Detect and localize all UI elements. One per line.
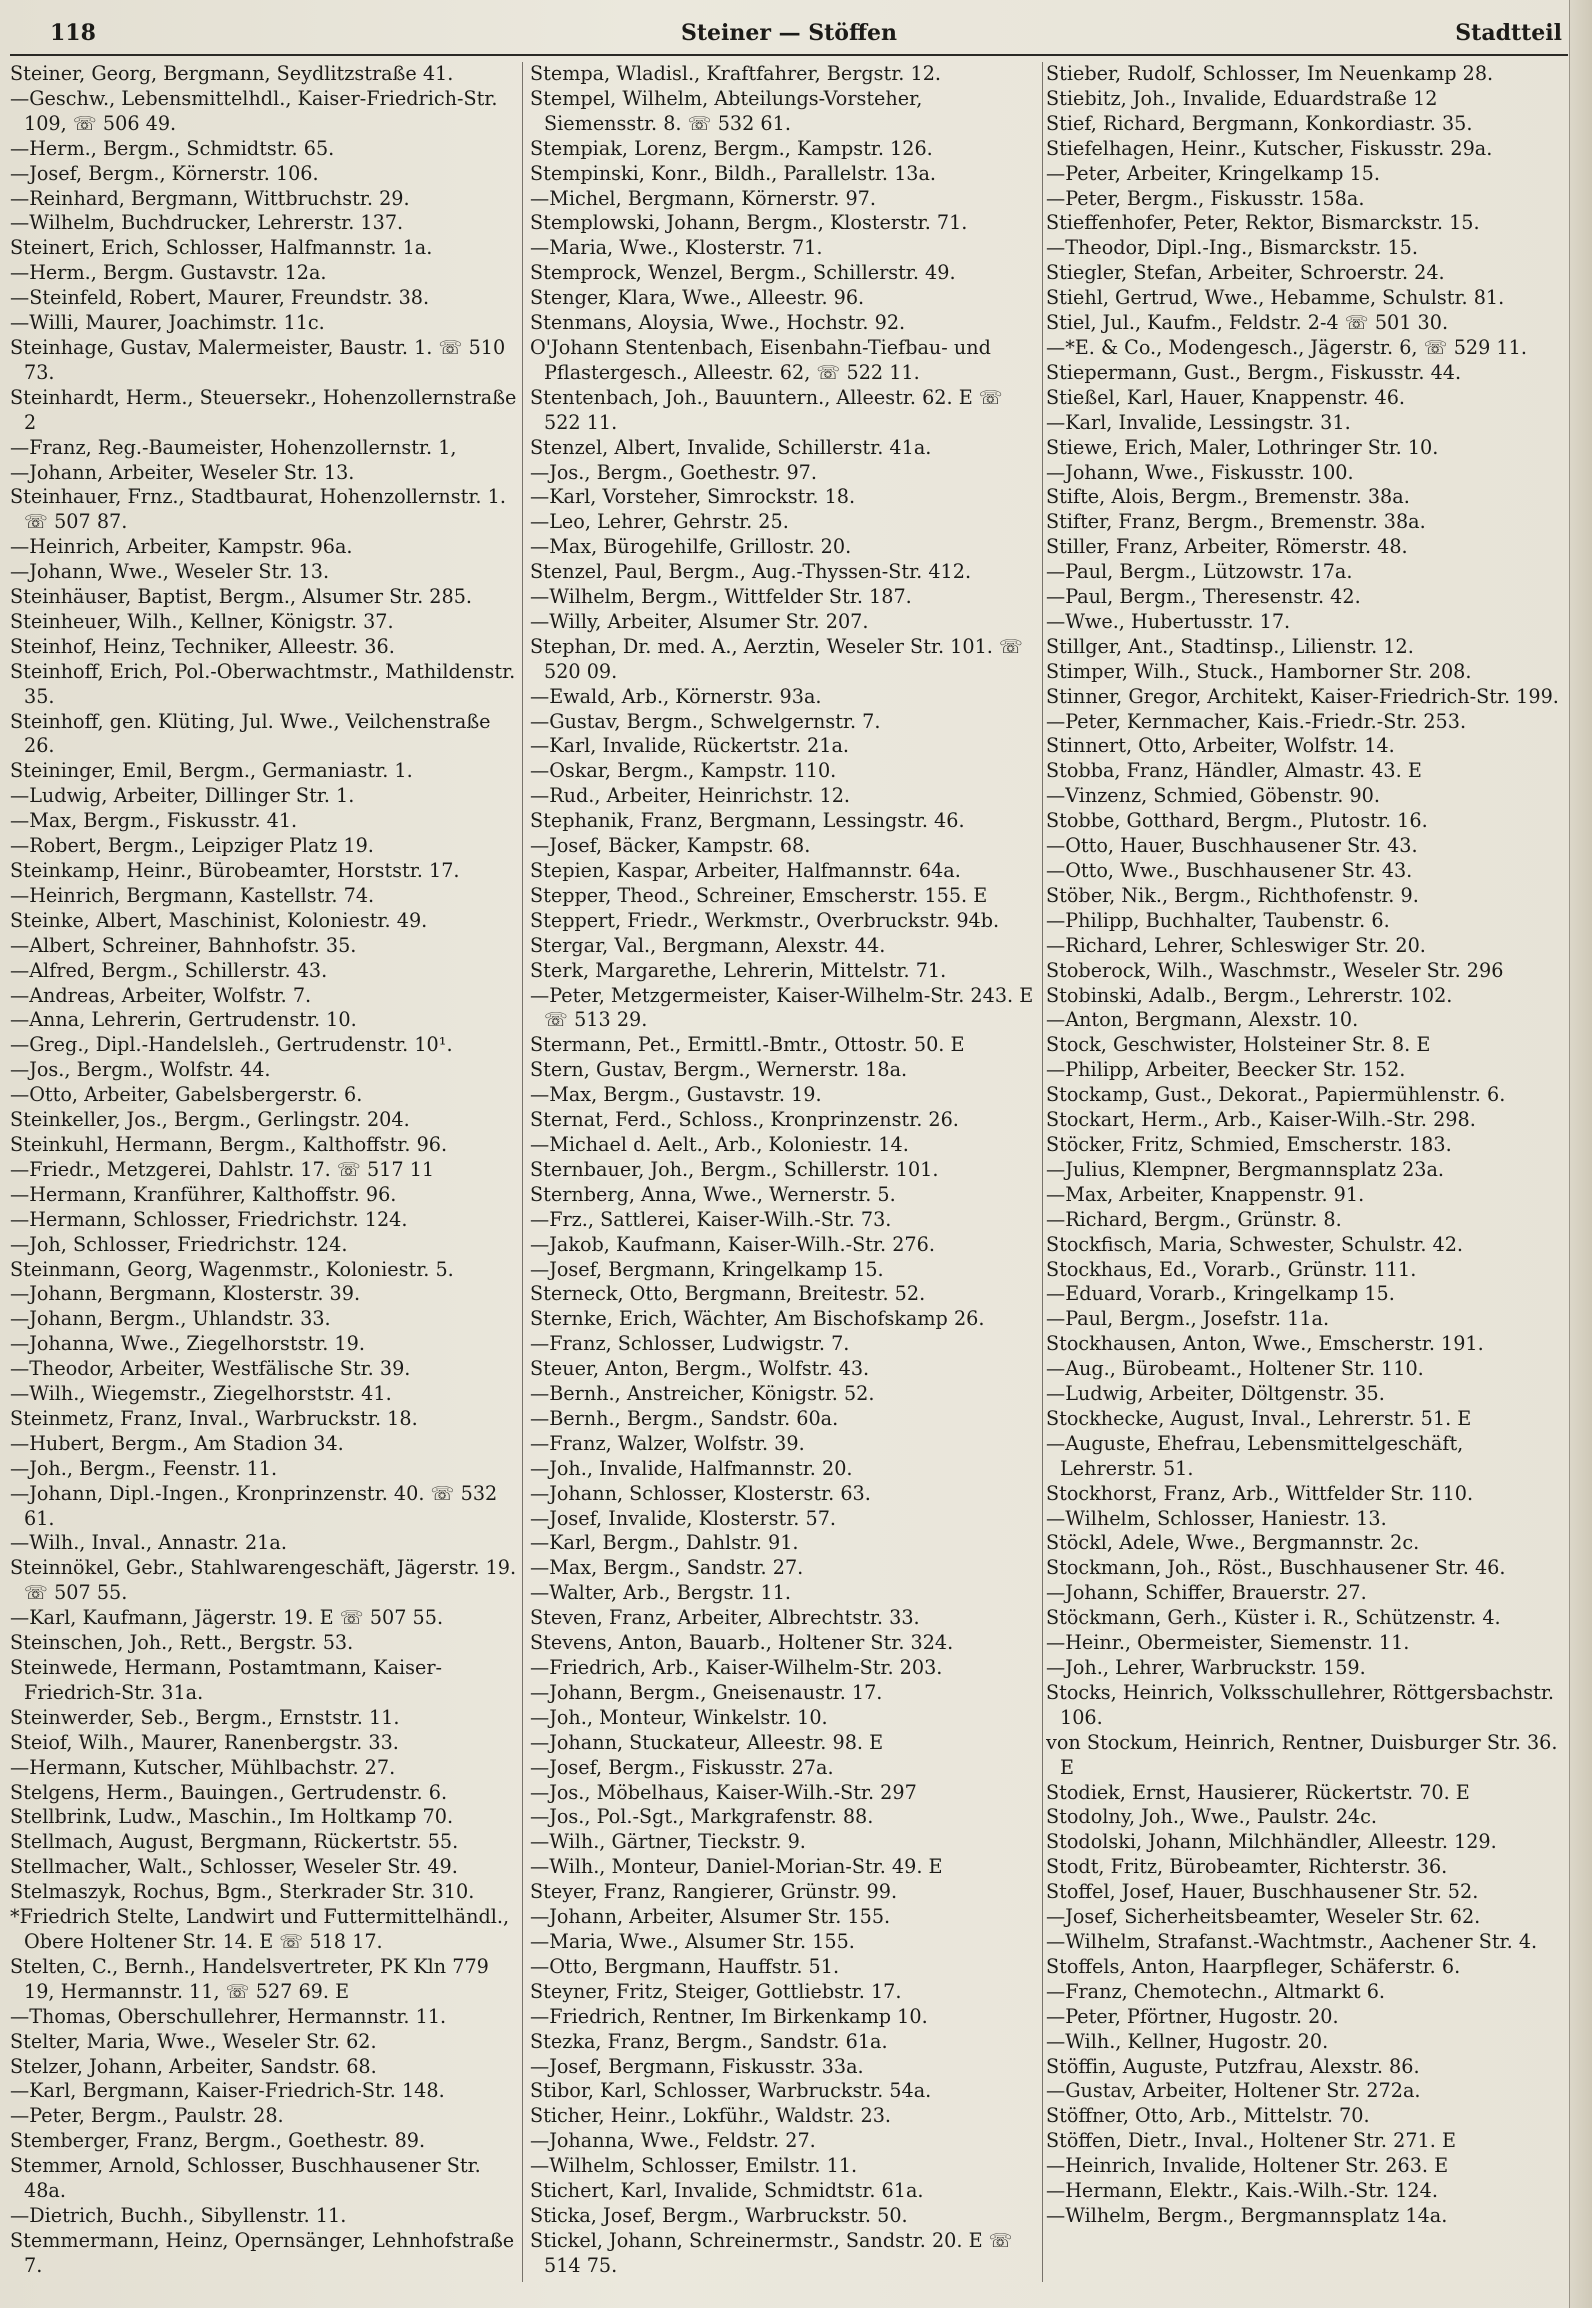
directory-entry: —Wilhelm, Strafanst.-Wachtmstr., Aachener Str. 4. xyxy=(1046,1929,1538,1953)
directory-entry: Stodt, Fritz, Bürobeamter, Richterstr. 36. xyxy=(1046,1855,1448,1879)
directory-entry: —Josef, Bergm., Körnerstr. 106. xyxy=(10,161,319,185)
directory-entry: Stenzel, Paul, Bergm., Aug.-Thyssen-Str. 412. xyxy=(530,560,972,584)
directory-entry: —Jos., Möbelhaus, Kaiser-Wilh.-Str. 297 xyxy=(530,1780,917,1804)
directory-entry: —Johann, Schlosser, Klosterstr. 63. xyxy=(530,1481,871,1505)
directory-entry: Steinhoff, Erich, Pol.-Oberwachtmstr., Mathildenstr. 35. xyxy=(10,659,516,708)
directory-entry: Steinkamp, Heinr., Bürobeamter, Horststr. 17. xyxy=(10,859,460,882)
directory-entry: —Hermann, Kranführer, Kalthoffstr. 96. xyxy=(10,1182,397,1206)
directory-entry: Stern, Gustav, Bergm., Wernerstr. 18a. xyxy=(530,1058,908,1082)
directory-entry: —Bernh., Anstreicher, Königstr. 52. xyxy=(530,1382,875,1406)
directory-entry: Steinmann, Georg, Wagenmstr., Koloniestr. 5. xyxy=(10,1257,454,1281)
directory-entry: —Andreas, Arbeiter, Wolfstr. 7. xyxy=(10,983,312,1007)
directory-entry: —Otto, Hauer, Buschhausener Str. 43. xyxy=(1046,834,1418,858)
directory-entry: —Josef, Bergmann, Fiskusstr. 33a. xyxy=(530,2054,864,2078)
directory-entry: —Julius, Klempner, Bergmannsplatz 23a. xyxy=(1046,1157,1445,1181)
directory-entry: —Vinzenz, Schmied, Göbenstr. 90. xyxy=(1046,784,1380,808)
column-divider xyxy=(522,62,523,2282)
directory-entry: —Max, Bergm., Gustavstr. 19. xyxy=(530,1083,822,1107)
directory-entry: Sternbauer, Joh., Bergm., Schillerstr. 101. xyxy=(530,1157,939,1181)
directory-entry: —Thomas, Oberschullehrer, Hermannstr. 11. xyxy=(10,2004,447,2028)
directory-entry: Stöffen, Dietr., Inval., Holtener Str. 271. E xyxy=(1046,2129,1456,2153)
directory-entry: —Jos., Pol.-Sgt., Markgrafenstr. 88. xyxy=(530,1805,874,1829)
directory-entry: —Philipp, Arbeiter, Beecker Str. 152. xyxy=(1046,1058,1406,1082)
directory-entry: Steinmetz, Franz, Inval., Warbruckstr. 18. xyxy=(10,1406,418,1430)
directory-entry: Steiner, Georg, Bergmann, Seydlitzstraße 41. xyxy=(10,62,454,85)
directory-entry: Stiehl, Gertrud, Wwe., Hebamme, Schulstr. 81. xyxy=(1046,286,1505,310)
directory-entry: —Johann, Arbeiter, Alsumer Str. 155. xyxy=(530,1905,891,1929)
directory-entry: Stieber, Rudolf, Schlosser, Im Neuenkamp 28. xyxy=(1046,62,1494,85)
directory-entry: Stodiek, Ernst, Hausierer, Rückertstr. 70. E xyxy=(1046,1780,1470,1804)
directory-entry: —Wilh., Monteur, Daniel-Morian-Str. 49. E xyxy=(530,1855,943,1879)
directory-entry: —Josef, Bergm., Fiskusstr. 27a. xyxy=(530,1755,834,1779)
directory-entry: —Peter, Pförtner, Hugostr. 20. xyxy=(1046,2004,1339,2028)
directory-entry: Stillger, Ant., Stadtinsp., Lilienstr. 12. xyxy=(1046,634,1414,658)
directory-entry: —Wilhelm, Buchdrucker, Lehrerstr. 137. xyxy=(10,211,404,235)
directory-entry: —Walter, Arb., Bergstr. 11. xyxy=(530,1581,791,1605)
directory-entry: —Michel, Bergmann, Körnerstr. 97. xyxy=(530,186,876,210)
directory-entry: Steinhauer, Frnz., Stadtbaurat, Hohenzollernstr. 1. ☏ 507 87. xyxy=(10,485,506,534)
directory-entry: Stemmer, Arnold, Schlosser, Buschhausener Str. 48a. xyxy=(10,2154,481,2203)
directory-entry: Steyer, Franz, Rangierer, Grünstr. 99. xyxy=(530,1880,898,1904)
directory-entry: Stöcker, Fritz, Schmied, Emscherstr. 183. xyxy=(1046,1132,1452,1156)
directory-entry: Stimper, Wilh., Stuck., Hamborner Str. 208. xyxy=(1046,659,1472,683)
directory-entry: —Heinrich, Arbeiter, Kampstr. 96a. xyxy=(10,535,353,559)
directory-column-3 xyxy=(1046,62,1564,2282)
directory-entry: O'Johann Stentenbach, Eisenbahn-Tiefbau- und Pflastergesch., Alleestr. 62, ☏ 522 11. xyxy=(530,335,991,384)
directory-entry: —Ewald, Arb., Körnerstr. 93a. xyxy=(530,684,822,708)
directory-column-1 xyxy=(10,62,518,2282)
directory-entry: —Theodor, Dipl.-Ing., Bismarckstr. 15. xyxy=(1046,236,1418,260)
directory-entry: Stinnert, Otto, Arbeiter, Wolfstr. 14. xyxy=(1046,734,1395,758)
directory-entry: —Hubert, Bergm., Am Stadion 34. xyxy=(10,1431,344,1455)
directory-entry: —Eduard, Vorarb., Kringelkamp 15. xyxy=(1046,1282,1395,1306)
directory-entry: Stenmans, Aloysia, Wwe., Hochstr. 92. xyxy=(530,311,906,335)
directory-entry: Stöffin, Auguste, Putzfrau, Alexstr. 86. xyxy=(1046,2054,1420,2078)
directory-entry: —Philipp, Buchhalter, Taubenstr. 6. xyxy=(1046,908,1390,932)
page-header xyxy=(10,14,1568,56)
directory-entry: Stepper, Theod., Schreiner, Emscherstr. 155. E xyxy=(530,883,988,907)
page-number: 118 xyxy=(50,20,96,46)
directory-entry: Stibor, Karl, Schlosser, Warbruckstr. 54a. xyxy=(530,2079,932,2103)
directory-entry: Stermann, Pet., Ermittl.-Bmtr., Ottostr. 50. E xyxy=(530,1033,965,1057)
directory-entry: Stenger, Klara, Wwe., Alleestr. 96. xyxy=(530,286,865,310)
directory-entry: Steven, Franz, Arbeiter, Albrechtstr. 33. xyxy=(530,1606,920,1630)
directory-entry: Steinnökel, Gebr., Stahlwarengeschäft, Jägerstr. 19. ☏ 507 55. xyxy=(10,1556,517,1605)
directory-entry: Steinhage, Gustav, Malermeister, Baustr. 1. ☏ 510 73. xyxy=(10,335,506,384)
directory-entry: Stellmach, August, Bergmann, Rückertstr. 55. xyxy=(10,1830,459,1854)
directory-entry: —Wilhelm, Bergm., Bergmannsplatz 14a. xyxy=(1046,2203,1448,2227)
directory-entry: —Otto, Wwe., Buschhausener Str. 43. xyxy=(1046,859,1413,882)
directory-entry: —Paul, Bergm., Lützowstr. 17a. xyxy=(1046,560,1353,584)
directory-entry: —Leo, Lehrer, Gehrstr. 25. xyxy=(530,510,789,534)
directory-entry: —Wilh., Gärtner, Tieckstr. 9. xyxy=(530,1830,806,1854)
section-label: Stadtteil xyxy=(1455,20,1562,46)
directory-entry: —Gustav, Bergm., Schwelgernstr. 7. xyxy=(530,709,881,733)
directory-entry: —Max, Bürogehilfe, Grillostr. 20. xyxy=(530,535,852,559)
directory-entry: —Otto, Bergmann, Hauffstr. 51. xyxy=(530,1954,840,1978)
directory-entry: Sterneck, Otto, Bergmann, Breitestr. 52. xyxy=(530,1282,926,1306)
directory-entry: Stoffel, Josef, Hauer, Buschhausener Str. 52. xyxy=(1046,1880,1479,1904)
directory-entry: Stergar, Val., Bergmann, Alexstr. 44. xyxy=(530,933,886,957)
directory-entry: Stezka, Franz, Bergm., Sandstr. 61a. xyxy=(530,2029,888,2053)
directory-entry: Stieffenhofer, Peter, Rektor, Bismarckstr. 15. xyxy=(1046,211,1480,235)
directory-entry: —Karl, Invalide, Lessingstr. 31. xyxy=(1046,410,1351,434)
directory-entry: Steinkeller, Jos., Bergm., Gerlingstr. 204. xyxy=(10,1108,410,1132)
directory-entry: Stiepermann, Gust., Bergm., Fiskusstr. 44. xyxy=(1046,360,1462,384)
directory-entry: Stiefelhagen, Heinr., Kutscher, Fiskusstr. 29a. xyxy=(1046,136,1493,160)
directory-entry: —Franz, Reg.-Baumeister, Hohenzollernstr. 1, xyxy=(10,435,457,459)
directory-entry: Steinke, Albert, Maschinist, Koloniestr. 49. xyxy=(10,908,428,932)
directory-entry: Stief, Richard, Bergmann, Konkordiastr. 35. xyxy=(1046,111,1473,135)
directory-entry: Stockhaus, Ed., Vorarb., Grünstr. 111. xyxy=(1046,1257,1417,1281)
directory-entry: Stoffels, Anton, Haarpfleger, Schäferstr. 6. xyxy=(1046,1954,1461,1978)
directory-entry: —Johanna, Wwe., Feldstr. 27. xyxy=(530,2129,816,2153)
directory-entry: Stifte, Alois, Bergm., Bremenstr. 38a. xyxy=(1046,485,1410,509)
directory-entry: Stockmann, Joh., Röst., Buschhausener Str. 46. xyxy=(1046,1556,1506,1580)
directory-entry: —Franz, Schlosser, Ludwigstr. 7. xyxy=(530,1332,850,1356)
directory-entry: —Karl, Invalide, Rückertstr. 21a. xyxy=(530,734,849,758)
directory-entry: Stockamp, Gust., Dekorat., Papiermühlenstr. 6. xyxy=(1046,1083,1506,1107)
directory-entry: Stiewe, Erich, Maler, Lothringer Str. 10. xyxy=(1046,435,1439,459)
directory-entry: —Herm., Bergm. Gustavstr. 12a. xyxy=(10,261,327,285)
directory-entry: —Anton, Bergmann, Alexstr. 10. xyxy=(1046,1008,1359,1032)
directory-entry: —Wilh., Wiegemstr., Ziegelhorststr. 41. xyxy=(10,1382,392,1406)
directory-entry: —Willy, Arbeiter, Alsumer Str. 207. xyxy=(530,609,869,633)
directory-entry: Stephan, Dr. med. A., Aerztin, Weseler Str. 101. ☏ 520 09. xyxy=(530,634,1023,683)
directory-entry: —Jakob, Kaufmann, Kaiser-Wilh.-Str. 276. xyxy=(530,1232,935,1256)
directory-entry: —Karl, Vorsteher, Simrockstr. 18. xyxy=(530,485,856,509)
directory-column-2 xyxy=(530,62,1040,2282)
directory-entry: —Heinrich, Invalide, Holtener Str. 263. E xyxy=(1046,2154,1449,2178)
directory-entry: —Friedrich, Rentner, Im Birkenkamp 10. xyxy=(530,2004,928,2028)
directory-entry: Stockfisch, Maria, Schwester, Schulstr. 42. xyxy=(1046,1232,1464,1256)
directory-entry: Steuer, Anton, Bergm., Wolfstr. 43. xyxy=(530,1357,870,1381)
directory-entry: Stoberock, Wilh., Waschmstr., Weseler Str. 296 xyxy=(1046,958,1504,982)
directory-entry: Sternat, Ferd., Schloss., Kronprinzenstr. 26. xyxy=(530,1108,959,1132)
directory-entry: —Alfred, Bergm., Schillerstr. 43. xyxy=(10,958,328,982)
directory-entry: —Rud., Arbeiter, Heinrichstr. 12. xyxy=(530,784,851,808)
directory-entry: —Wilhelm, Bergm., Wittfelder Str. 187. xyxy=(530,585,912,609)
directory-entry: Steinhardt, Herm., Steuersekr., Hohenzollernstraße 2 xyxy=(10,385,517,434)
directory-entry: Stock, Geschwister, Holsteiner Str. 8. E xyxy=(1046,1033,1431,1057)
directory-entry: Stockart, Herm., Arb., Kaiser-Wilh.-Str. 298. xyxy=(1046,1108,1476,1132)
directory-entry: Stöckmann, Gerh., Küster i. R., Schützenstr. 4. xyxy=(1046,1606,1501,1630)
directory-entry: —*E. & Co., Modengesch., Jägerstr. 6, ☏ 529 11. xyxy=(1046,335,1527,359)
directory-entry: Stifter, Franz, Bergm., Bremenstr. 38a. xyxy=(1046,510,1426,534)
directory-entry: Stöber, Nik., Bergm., Richthofenstr. 9. xyxy=(1046,883,1419,907)
directory-entry: —Theodor, Arbeiter, Westfälische Str. 39. xyxy=(10,1357,411,1381)
directory-entry: —Ludwig, Arbeiter, Dillinger Str. 1. xyxy=(10,784,355,808)
directory-entry: —Anna, Lehrerin, Gertrudenstr. 10. xyxy=(10,1008,357,1032)
directory-entry: —Wilhelm, Schlosser, Haniestr. 13. xyxy=(1046,1506,1387,1530)
directory-entry: —Hermann, Elektr., Kais.-Wilh.-Str. 124. xyxy=(1046,2179,1438,2203)
directory-entry: Steinkuhl, Hermann, Bergm., Kalthoffstr. 96. xyxy=(10,1132,448,1156)
directory-entry: —Albert, Schreiner, Bahnhofstr. 35. xyxy=(10,933,357,957)
directory-entry: Stelter, Maria, Wwe., Weseler Str. 62. xyxy=(10,2029,377,2053)
directory-entry: Steiof, Wilh., Maurer, Ranenbergstr. 33. xyxy=(10,1730,399,1754)
directory-entry: —Josef, Sicherheitsbeamter, Weseler Str. 62. xyxy=(1046,1905,1481,1929)
directory-entry: —Johann, Bergm., Uhlandstr. 33. xyxy=(10,1307,331,1331)
directory-entry: —Reinhard, Bergmann, Wittbruchstr. 29. xyxy=(10,186,410,210)
directory-entry: Sticher, Heinr., Lokführ., Waldstr. 23. xyxy=(530,2104,891,2128)
directory-entry: Stobbe, Gotthard, Bergm., Plutostr. 16. xyxy=(1046,809,1428,833)
directory-entry: —Auguste, Ehefrau, Lebensmittelgeschäft, Lehrerstr. 51. xyxy=(1046,1431,1464,1480)
directory-entry: —Heinrich, Bergmann, Kastellstr. 74. xyxy=(10,883,375,907)
directory-entry: —Johanna, Wwe., Ziegelhorststr. 19. xyxy=(10,1332,365,1356)
directory-entry: —Paul, Bergm., Josefstr. 11a. xyxy=(1046,1307,1330,1331)
directory-entry: Stemberger, Franz, Bergm., Goethestr. 89. xyxy=(10,2129,426,2153)
directory-entry: —Geschw., Lebensmittelhdl., Kaiser-Friedrich-Str. 109, ☏ 506 49. xyxy=(10,86,498,135)
directory-entry: Stiel, Jul., Kaufm., Feldstr. 2-4 ☏ 501 30. xyxy=(1046,311,1449,335)
directory-entry: —Josef, Invalide, Klosterstr. 57. xyxy=(530,1506,837,1530)
directory-entry: Stentenbach, Joh., Bauuntern., Alleestr. 62. E ☏ 522 11. xyxy=(530,385,1003,434)
directory-entry: Stöffner, Otto, Arb., Mittelstr. 70. xyxy=(1046,2104,1370,2128)
directory-entry: Stodolny, Joh., Wwe., Paulstr. 24c. xyxy=(1046,1805,1377,1829)
directory-entry: —Friedrich, Arb., Kaiser-Wilhelm-Str. 203. xyxy=(530,1656,943,1679)
directory-entry: —Wilh., Inval., Annastr. 21a. xyxy=(10,1531,287,1555)
directory-entry: Stempa, Wladisl., Kraftfahrer, Bergstr. 12. xyxy=(530,62,942,85)
directory-entry: —Otto, Arbeiter, Gabelsbergerstr. 6. xyxy=(10,1083,363,1107)
directory-entry: Stiegler, Stefan, Arbeiter, Schroerstr. 24. xyxy=(1046,261,1445,285)
directory-entry: Steinhof, Heinz, Techniker, Alleestr. 36. xyxy=(10,634,395,658)
directory-entry: —Bernh., Bergm., Sandstr. 60a. xyxy=(530,1406,839,1430)
directory-entry: —Josef, Bäcker, Kampstr. 68. xyxy=(530,834,811,858)
directory-entry: Stobinski, Adalb., Bergm., Lehrerstr. 102. xyxy=(1046,983,1453,1007)
directory-entry: Stelten, C., Bernh., Handelsvertreter, PK Kln 779 19, Hermannstr. 11, ☏ 527 69. E xyxy=(10,1954,489,2003)
directory-entry: Steinwede, Hermann, Postamtmann, Kaiser-Friedrich-Str. 31a. xyxy=(10,1656,443,1704)
directory-entry: Steinhäuser, Baptist, Bergm., Alsumer Str. 285. xyxy=(10,585,473,609)
directory-entry: Stinner, Gregor, Architekt, Kaiser-Friedrich-Str. 199. xyxy=(1046,684,1559,708)
directory-entry: Stockhorst, Franz, Arb., Wittfelder Str. 110. xyxy=(1046,1481,1474,1505)
directory-entry: —Karl, Bergm., Dahlstr. 91. xyxy=(530,1531,799,1555)
directory-entry: Stobba, Franz, Händler, Almastr. 43. E xyxy=(1046,759,1422,783)
directory-entry: Stockhausen, Anton, Wwe., Emscherstr. 191. xyxy=(1046,1332,1484,1356)
directory-entry: —Max, Bergm., Sandstr. 27. xyxy=(530,1556,804,1580)
directory-entry: —Willi, Maurer, Joachimstr. 11c. xyxy=(10,311,325,335)
directory-entry: —Richard, Lehrer, Schleswiger Str. 20. xyxy=(1046,933,1426,957)
directory-entry: —Johann, Arbeiter, Weseler Str. 13. xyxy=(10,460,355,484)
directory-entry: Steinheuer, Wilh., Kellner, Königstr. 37. xyxy=(10,609,394,633)
directory-entry: —Peter, Metzgermeister, Kaiser-Wilhelm-Str. 243. E ☏ 513 29. xyxy=(530,983,1034,1032)
directory-entry: —Johann, Wwe., Weseler Str. 13. xyxy=(10,560,330,584)
directory-entry: —Wilhelm, Schlosser, Emilstr. 11. xyxy=(530,2154,858,2178)
directory-entry: —Peter, Kernmacher, Kais.-Friedr.-Str. 253. xyxy=(1046,709,1467,733)
directory-entry: Stemplowski, Johann, Bergm., Klosterstr. 71. xyxy=(530,211,968,235)
directory-entry: —Ludwig, Arbeiter, Döltgenstr. 35. xyxy=(1046,1382,1385,1406)
directory-entry: Stenzel, Albert, Invalide, Schillerstr. 41a. xyxy=(530,435,932,459)
directory-entry: —Maria, Wwe., Klosterstr. 71. xyxy=(530,236,823,260)
directory-entry: *Friedrich Stelte, Landwirt und Futtermittelhändl., Obere Holtener Str. 14. E ☏ 518 17. xyxy=(10,1905,510,1953)
directory-entry: Sternke, Erich, Wächter, Am Bischofskamp 26. xyxy=(530,1307,985,1331)
directory-entry: Steyner, Fritz, Steiger, Gottliebstr. 17. xyxy=(530,1979,902,2003)
directory-entry: Stiller, Franz, Arbeiter, Römerstr. 48. xyxy=(1046,535,1408,559)
directory-entry: —Aug., Bürobeamt., Holtener Str. 110. xyxy=(1046,1357,1424,1381)
directory-entry: Stephanik, Franz, Bergmann, Lessingstr. 46. xyxy=(530,809,965,833)
directory-entry: —Karl, Kaufmann, Jägerstr. 19. E ☏ 507 55. xyxy=(10,1606,444,1630)
directory-entry: —Friedr., Metzgerei, Dahlstr. 17. ☏ 517 11 xyxy=(10,1157,435,1181)
directory-entry: Steininger, Emil, Bergm., Germaniastr. 1. xyxy=(10,759,413,783)
directory-entry: Stelgens, Herm., Bauingen., Gertrudenstr. 6. xyxy=(10,1780,448,1804)
directory-entry: Stempel, Wilhelm, Abteilungs-Vorsteher, Siemensstr. 8. ☏ 532 61. xyxy=(530,86,923,135)
directory-entry: —Joh., Lehrer, Warbruckstr. 159. xyxy=(1046,1656,1366,1679)
directory-entry: Steinschen, Joh., Rett., Bergstr. 53. xyxy=(10,1631,354,1655)
directory-entry: Stocks, Heinrich, Volksschullehrer, Röttgersbachstr. 106. xyxy=(1046,1680,1554,1729)
directory-entry: —Herm., Bergm., Schmidtstr. 65. xyxy=(10,136,335,160)
directory-entry: —Paul, Bergm., Theresenstr. 42. xyxy=(1046,585,1361,609)
directory-entry: —Johann, Stuckateur, Alleestr. 98. E xyxy=(530,1730,884,1754)
directory-entry: Steinhoff, gen. Klüting, Jul. Wwe., Veilchenstraße 26. xyxy=(10,709,491,758)
directory-entry: —Franz, Walzer, Wolfstr. 39. xyxy=(530,1431,805,1455)
directory-entry: Stockhecke, August, Inval., Lehrerstr. 51. E xyxy=(1046,1406,1472,1430)
directory-entry: —Joh., Bergm., Feenstr. 11. xyxy=(10,1456,278,1480)
directory-entry: Stempinski, Konr., Bildh., Parallelstr. 13a. xyxy=(530,161,937,185)
directory-entry: —Joh., Invalide, Halfmannstr. 20. xyxy=(530,1456,853,1480)
directory-entry: —Joh, Schlosser, Friedrichstr. 124. xyxy=(10,1232,348,1256)
directory-entry: —Frz., Sattlerei, Kaiser-Wilh.-Str. 73. xyxy=(530,1207,892,1231)
directory-entry: —Joh., Monteur, Winkelstr. 10. xyxy=(530,1705,828,1729)
directory-entry: —Johann, Bergmann, Klosterstr. 39. xyxy=(10,1282,361,1306)
directory-entry: —Maria, Wwe., Alsumer Str. 155. xyxy=(530,1929,855,1953)
directory-entry: Steinwerder, Seb., Bergm., Ernststr. 11. xyxy=(10,1705,400,1729)
directory-entry: —Richard, Bergm., Grünstr. 8. xyxy=(1046,1207,1342,1231)
directory-entry: —Heinr., Obermeister, Siemenstr. 11. xyxy=(1046,1631,1410,1655)
directory-entry: —Max, Bergm., Fiskusstr. 41. xyxy=(10,809,298,833)
directory-entry: Sticka, Josef, Bergm., Warbruckstr. 50. xyxy=(530,2203,908,2227)
directory-entry: Stelmaszyk, Rochus, Bgm., Sterkrader Str. 310. xyxy=(10,1880,475,1904)
directory-entry: —Johann, Dipl.-Ingen., Kronprinzenstr. 40. ☏ 532 61. xyxy=(10,1481,498,1530)
directory-entry: —Robert, Bergm., Leipziger Platz 19. xyxy=(10,834,374,858)
directory-entry: —Hermann, Kutscher, Mühlbachstr. 27. xyxy=(10,1755,396,1779)
directory-entry: Stellmacher, Walt., Schlosser, Weseler Str. 49. xyxy=(10,1855,458,1879)
directory-entry: Stichert, Karl, Invalide, Schmidtstr. 61a. xyxy=(530,2179,924,2203)
directory-entry: —Jos., Bergm., Wolfstr. 44. xyxy=(10,1058,271,1082)
directory-entry: —Michael d. Aelt., Arb., Koloniestr. 14. xyxy=(530,1132,909,1156)
directory-entry: —Wilh., Kellner, Hugostr. 20. xyxy=(1046,2029,1329,2053)
column-divider xyxy=(1042,62,1043,2282)
directory-entry: —Josef, Bergmann, Kringelkamp 15. xyxy=(530,1257,884,1281)
directory-entry: —Peter, Bergm., Paulstr. 28. xyxy=(10,2104,284,2128)
directory-entry: —Max, Arbeiter, Knappenstr. 91. xyxy=(1046,1182,1365,1206)
directory-entry: Stellbrink, Ludw., Maschin., Im Holtkamp 70. xyxy=(10,1805,454,1829)
directory-entry: Stempiak, Lorenz, Bergm., Kampstr. 126. xyxy=(530,136,933,160)
directory-entry: —Hermann, Schlosser, Friedrichstr. 124. xyxy=(10,1207,408,1231)
directory-entry: Stodolski, Johann, Milchhändler, Alleestr. 129. xyxy=(1046,1830,1497,1854)
directory-entry: —Peter, Bergm., Fiskusstr. 158a. xyxy=(1046,186,1365,210)
directory-entry: Steinert, Erich, Schlosser, Halfmannstr. 1a. xyxy=(10,236,433,260)
directory-entry: —Dietrich, Buchh., Sibyllenstr. 11. xyxy=(10,2203,347,2227)
directory-entry: —Franz, Chemotechn., Altmarkt 6. xyxy=(1046,1979,1385,2003)
directory-entry: —Oskar, Bergm., Kampstr. 110. xyxy=(530,759,837,783)
directory-entry: Stickel, Johann, Schreinermstr., Sandstr. 20. E ☏ 514 75. xyxy=(530,2228,1013,2277)
directory-entry: Stöckl, Adele, Wwe., Bergmannstr. 2c. xyxy=(1046,1531,1420,1555)
directory-entry: Stepien, Kaspar, Arbeiter, Halfmannstr. 64a. xyxy=(530,859,961,882)
directory-entry: —Karl, Bergmann, Kaiser-Friedrich-Str. 148. xyxy=(10,2079,445,2103)
directory-entry: —Wwe., Hubertusstr. 17. xyxy=(1046,609,1291,633)
directory-entry: Stelzer, Johann, Arbeiter, Sandstr. 68. xyxy=(10,2054,377,2078)
directory-entry: —Johann, Bergm., Gneisenaustr. 17. xyxy=(530,1680,883,1704)
directory-entry: Stemprock, Wenzel, Bergm., Schillerstr. 49. xyxy=(530,261,956,285)
directory-entry: Sternberg, Anna, Wwe., Wernerstr. 5. xyxy=(530,1182,896,1206)
directory-entry: von Stockum, Heinrich, Rentner, Duisburger Str. 36. E xyxy=(1046,1730,1558,1779)
running-title: Steiner — Stöffen xyxy=(680,20,898,46)
directory-entry: Stemmermann, Heinz, Opernsänger, Lehnhofstraße 7. xyxy=(10,2228,515,2277)
directory-entry: —Jos., Bergm., Goethestr. 97. xyxy=(530,460,817,484)
directory-entry: Steppert, Friedr., Werkmstr., Overbruckstr. 94b. xyxy=(530,908,1000,932)
directory-entry: Stiebitz, Joh., Invalide, Eduardstraße 12 xyxy=(1046,86,1438,110)
directory-entry: Stießel, Karl, Hauer, Knappenstr. 46. xyxy=(1046,385,1406,409)
directory-entry: —Steinfeld, Robert, Maurer, Freundstr. 38. xyxy=(10,286,430,310)
directory-entry: —Peter, Arbeiter, Kringelkamp 15. xyxy=(1046,161,1380,185)
directory-entry: —Johann, Wwe., Fiskusstr. 100. xyxy=(1046,460,1354,484)
directory-entry: —Gustav, Arbeiter, Holtener Str. 272a. xyxy=(1046,2079,1421,2103)
directory-entry: —Greg., Dipl.-Handelsleh., Gertrudenstr. 10¹. xyxy=(10,1033,453,1057)
directory-entry: Sterk, Margarethe, Lehrerin, Mittelstr. 71. xyxy=(530,958,947,982)
directory-entry: Stevens, Anton, Bauarb., Holtener Str. 324. xyxy=(530,1631,954,1655)
directory-entry: —Johann, Schiffer, Brauerstr. 27. xyxy=(1046,1581,1367,1605)
adjacent-page-edge xyxy=(1569,0,1592,2308)
